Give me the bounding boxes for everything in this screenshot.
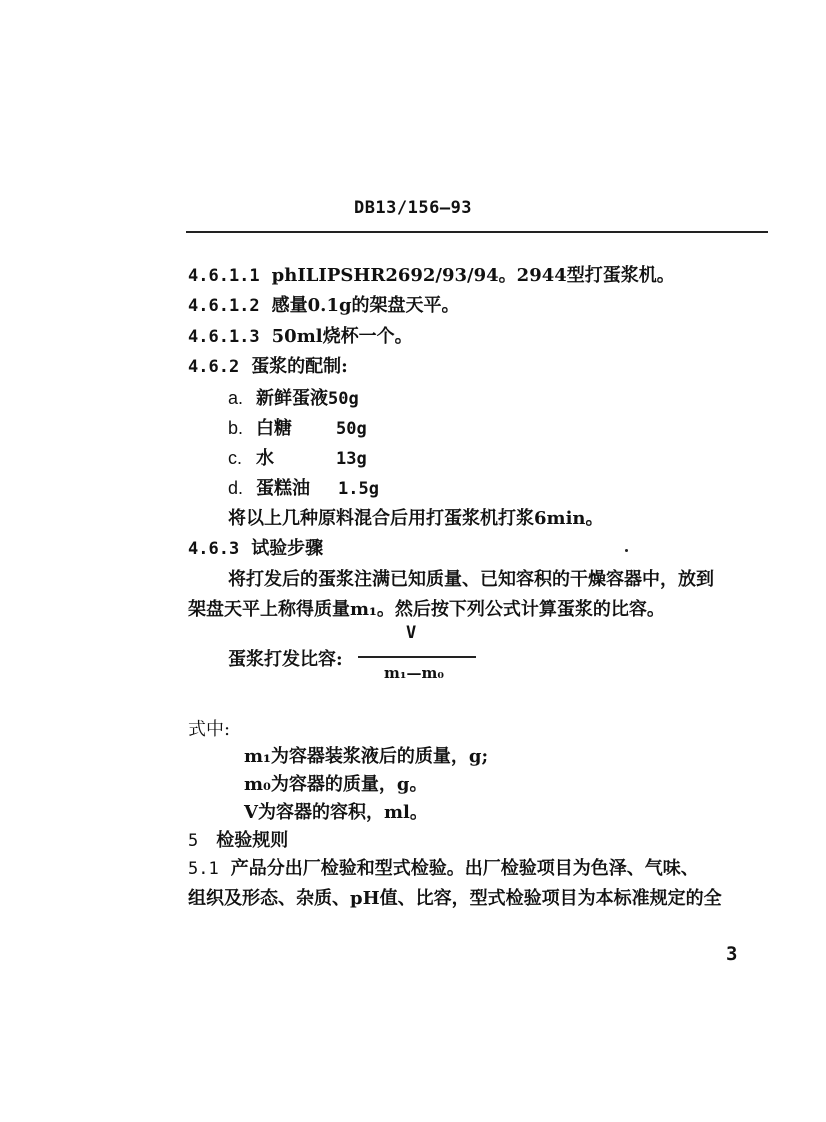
where-title: 式中: (188, 719, 231, 740)
recipe-item: a. 新鲜蛋液50g (228, 388, 359, 409)
clause-4-6-1-3 (188, 326, 413, 348)
clause-text: 蛋浆的配制: (251, 356, 348, 377)
clause-5-1 (188, 858, 699, 880)
clause-number: 4.6.1.1 (188, 266, 260, 286)
recipe-item-name: 白糖 (256, 418, 292, 439)
fraction-bar (358, 656, 476, 658)
clause-4-6-1-1 (188, 265, 675, 287)
section-number: 5 (188, 831, 199, 851)
page-number: 3 (726, 943, 738, 965)
recipe-item (228, 477, 379, 500)
formula-numerator: V (406, 623, 417, 643)
clause-text: phILIPSHR2692/93/94。2944型打蛋浆机。 (271, 265, 675, 286)
recipe-item-label: c. (228, 448, 243, 468)
header-rule (186, 231, 768, 233)
clause-4-6-3 (188, 538, 323, 560)
recipe-note: 将以上几种原料混合后用打蛋浆机打浆6min。 (228, 508, 604, 529)
clause-number: 4.6.1.2 (188, 296, 260, 316)
section-title: 检验规则 (216, 830, 289, 851)
recipe-item-qty: 50g (328, 389, 359, 409)
where-line: m₁为容器装浆液后的质量，g; (244, 746, 489, 767)
clause-number: 4.6.3 (188, 539, 240, 559)
formula-denominator: m₁—m₀ (384, 664, 444, 682)
recipe-item-name: 蛋糕油 (256, 478, 310, 499)
formula-label: 蛋浆打发比容: (228, 649, 343, 670)
recipe-item-label: b. (228, 418, 244, 438)
section-5-heading (188, 830, 288, 852)
clause-5-1-continued: 组织及形态、杂质、pH值、比容，型式检验项目为本标准规定的全 (188, 888, 722, 909)
clause-number: 4.6.1.3 (188, 327, 260, 347)
recipe-item-qty: 1.5g (338, 479, 379, 499)
procedure-line-2: 架盘天平上称得质量m₁。然后按下列公式计算蛋浆的比容。 (188, 599, 665, 620)
recipe-item (228, 417, 367, 440)
document-header-code: DB13/156—93 (353, 198, 473, 218)
where-line: m₀为容器的质量，g。 (244, 774, 428, 795)
recipe-item-label: a. (228, 388, 244, 408)
scan-speck (625, 549, 628, 552)
clause-4-6-1-2 (188, 295, 460, 317)
recipe-item-qty: 13g (336, 449, 367, 469)
recipe-item (228, 447, 367, 470)
recipe-item-qty: 50g (336, 419, 367, 439)
clause-4-6-2 (188, 356, 348, 378)
procedure-line-1: 将打发后的蛋浆注满已知质量、已知容积的干燥容器中，放到 (228, 569, 714, 590)
recipe-item-label: d. (228, 478, 244, 498)
recipe-item-name: 水 (256, 448, 274, 469)
clause-text: 50ml烧杯一个。 (271, 326, 413, 347)
clause-number: 4.6.2 (188, 357, 240, 377)
clause-text: 感量0.1g的架盘天平。 (271, 295, 460, 316)
clause-text: 试验步骤 (251, 538, 324, 559)
clause-text: 产品分出厂检验和型式检验。出厂检验项目为色泽、气味、 (230, 858, 699, 879)
where-line: V为容器的容积，ml。 (244, 802, 428, 823)
clause-number: 5.1 (188, 859, 219, 879)
